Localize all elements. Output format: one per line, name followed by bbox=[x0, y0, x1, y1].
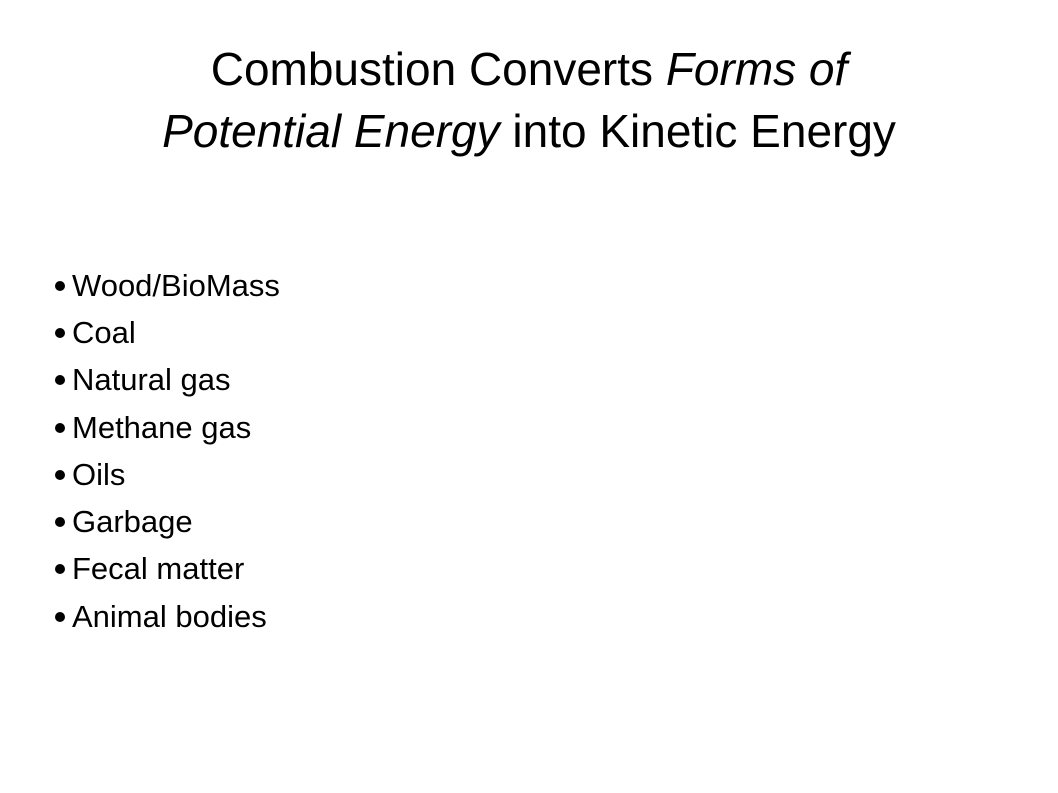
bullet-item bbox=[55, 546, 280, 593]
bullet-item bbox=[55, 262, 280, 309]
bullet-dot-icon bbox=[55, 281, 65, 291]
title-text-italic-1: Forms of bbox=[665, 43, 848, 95]
bullet-dot-icon bbox=[55, 375, 65, 385]
title-text-italic-2: Potential Energy bbox=[162, 105, 500, 157]
bullet-text: Natural gas bbox=[72, 362, 231, 398]
bullet-item bbox=[55, 404, 280, 451]
bullet-text: Fecal matter bbox=[72, 551, 245, 587]
bullet-dot-icon bbox=[55, 423, 65, 433]
bullet-text: Wood/BioMass bbox=[72, 267, 280, 303]
bullet-item bbox=[55, 309, 280, 356]
bullet-text: Animal bodies bbox=[72, 598, 267, 634]
bullet-text: Methane gas bbox=[72, 409, 252, 445]
bullet-item bbox=[55, 593, 280, 640]
bullet-text: Coal bbox=[72, 314, 136, 350]
bullet-dot-icon bbox=[55, 564, 65, 574]
bullet-dot-icon bbox=[55, 328, 65, 338]
bullet-item bbox=[55, 451, 280, 498]
bullet-dot-icon bbox=[55, 470, 65, 480]
bullet-item bbox=[55, 498, 280, 545]
bullet-text: Oils bbox=[72, 456, 126, 492]
bullet-list bbox=[55, 262, 280, 640]
bullet-dot-icon bbox=[55, 517, 65, 527]
title-text-plain-1: Combustion Converts bbox=[210, 43, 666, 95]
bullet-dot-icon bbox=[55, 612, 65, 622]
title-text-plain-2: into Kinetic Energy bbox=[499, 105, 896, 157]
bullet-item bbox=[55, 357, 280, 404]
slide-title bbox=[0, 38, 1058, 162]
bullet-text: Garbage bbox=[72, 504, 193, 540]
